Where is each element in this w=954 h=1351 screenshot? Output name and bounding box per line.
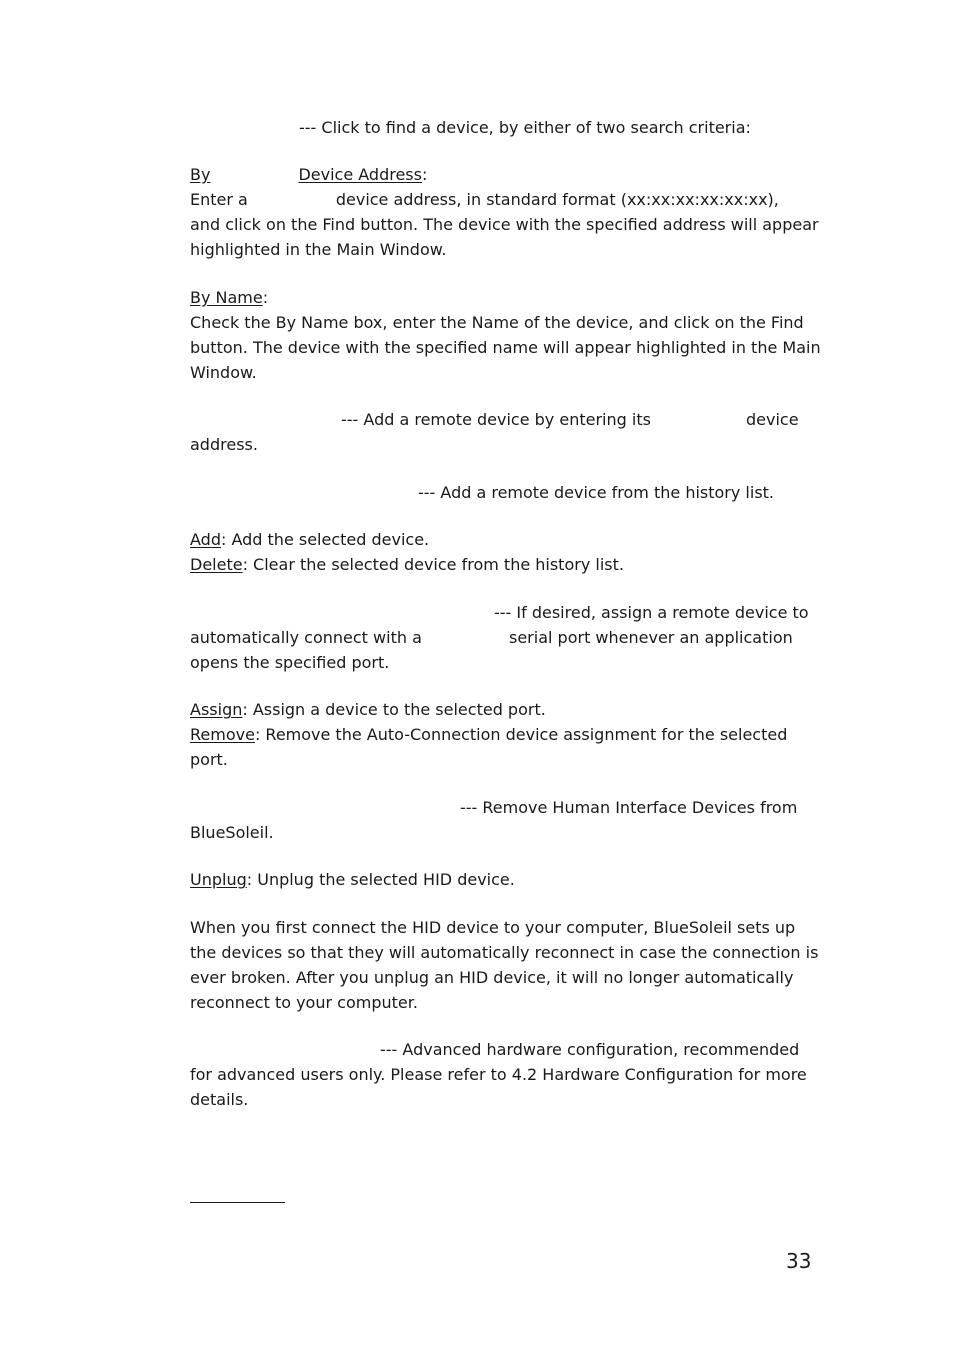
- add-device-line-1a: --- Add a remote device by entering its: [341, 410, 651, 429]
- history-intro: --- Add a remote device from the history list.: [418, 483, 775, 502]
- hid-line-2: BlueSoleil.: [190, 823, 274, 842]
- page-number: 33: [786, 1249, 812, 1273]
- history-add-item: Add: Add the selected device.: [190, 530, 430, 549]
- auto-connection-line-1: --- If desired, assign a remote device to: [494, 603, 809, 622]
- footnote-separator: [190, 1202, 285, 1203]
- by-name-line-2: button. The device with the specified name will appear highlighted in the Main: [190, 338, 821, 357]
- hardware-line-3: details.: [190, 1090, 249, 1109]
- add-device-line-1b: device: [746, 410, 799, 429]
- add-device-line-2: address.: [190, 435, 258, 454]
- by-address-heading: By Device Address:: [190, 165, 428, 184]
- auto-connection-line-2a: automatically connect with a: [190, 628, 422, 647]
- auto-connection-line-2b: serial port whenever an application: [509, 628, 793, 647]
- by-address-line-3: highlighted in the Main Window.: [190, 240, 447, 259]
- find-intro: --- Click to find a device, by either of two search criteria:: [299, 118, 751, 137]
- hid-para-line-2: the devices so that they will automatically reconnect in case the connection is: [190, 943, 819, 962]
- remove-item: Remove: Remove the Auto-Connection device assignment for the selected: [190, 725, 788, 744]
- by-name-heading: By Name:: [190, 288, 269, 307]
- hardware-line-2: for advanced users only. Please refer to 4.2 Hardware Configuration for more: [190, 1065, 807, 1084]
- unplug-item: Unplug: Unplug the selected HID device.: [190, 870, 515, 889]
- by-name-line-1: Check the By Name box, enter the Name of the device, and click on the Find: [190, 313, 804, 332]
- by-address-line-1: Enter a device address, in standard format (xx:xx:xx:xx:xx:xx),: [190, 190, 779, 209]
- by-address-heading-label: By Device Address: [190, 165, 422, 184]
- hid-para-line-3: ever broken. After you unplug an HID device, it will no longer automatically: [190, 968, 794, 987]
- by-address-line-2: and click on the Find button. The device with the specified address will appear: [190, 215, 819, 234]
- auto-connection-line-3: opens the specified port.: [190, 653, 390, 672]
- hardware-line-1: --- Advanced hardware configuration, recommended: [380, 1040, 800, 1059]
- by-name-line-3: Window.: [190, 363, 257, 382]
- remove-item-cont: port.: [190, 750, 228, 769]
- history-delete-item: Delete: Clear the selected device from the history list.: [190, 555, 624, 574]
- assign-item: Assign: Assign a device to the selected port.: [190, 700, 546, 719]
- hid-line-1: --- Remove Human Interface Devices from: [460, 798, 798, 817]
- hid-para-line-4: reconnect to your computer.: [190, 993, 418, 1012]
- hid-para-line-1: When you first connect the HID device to your computer, BlueSoleil sets up: [190, 918, 796, 937]
